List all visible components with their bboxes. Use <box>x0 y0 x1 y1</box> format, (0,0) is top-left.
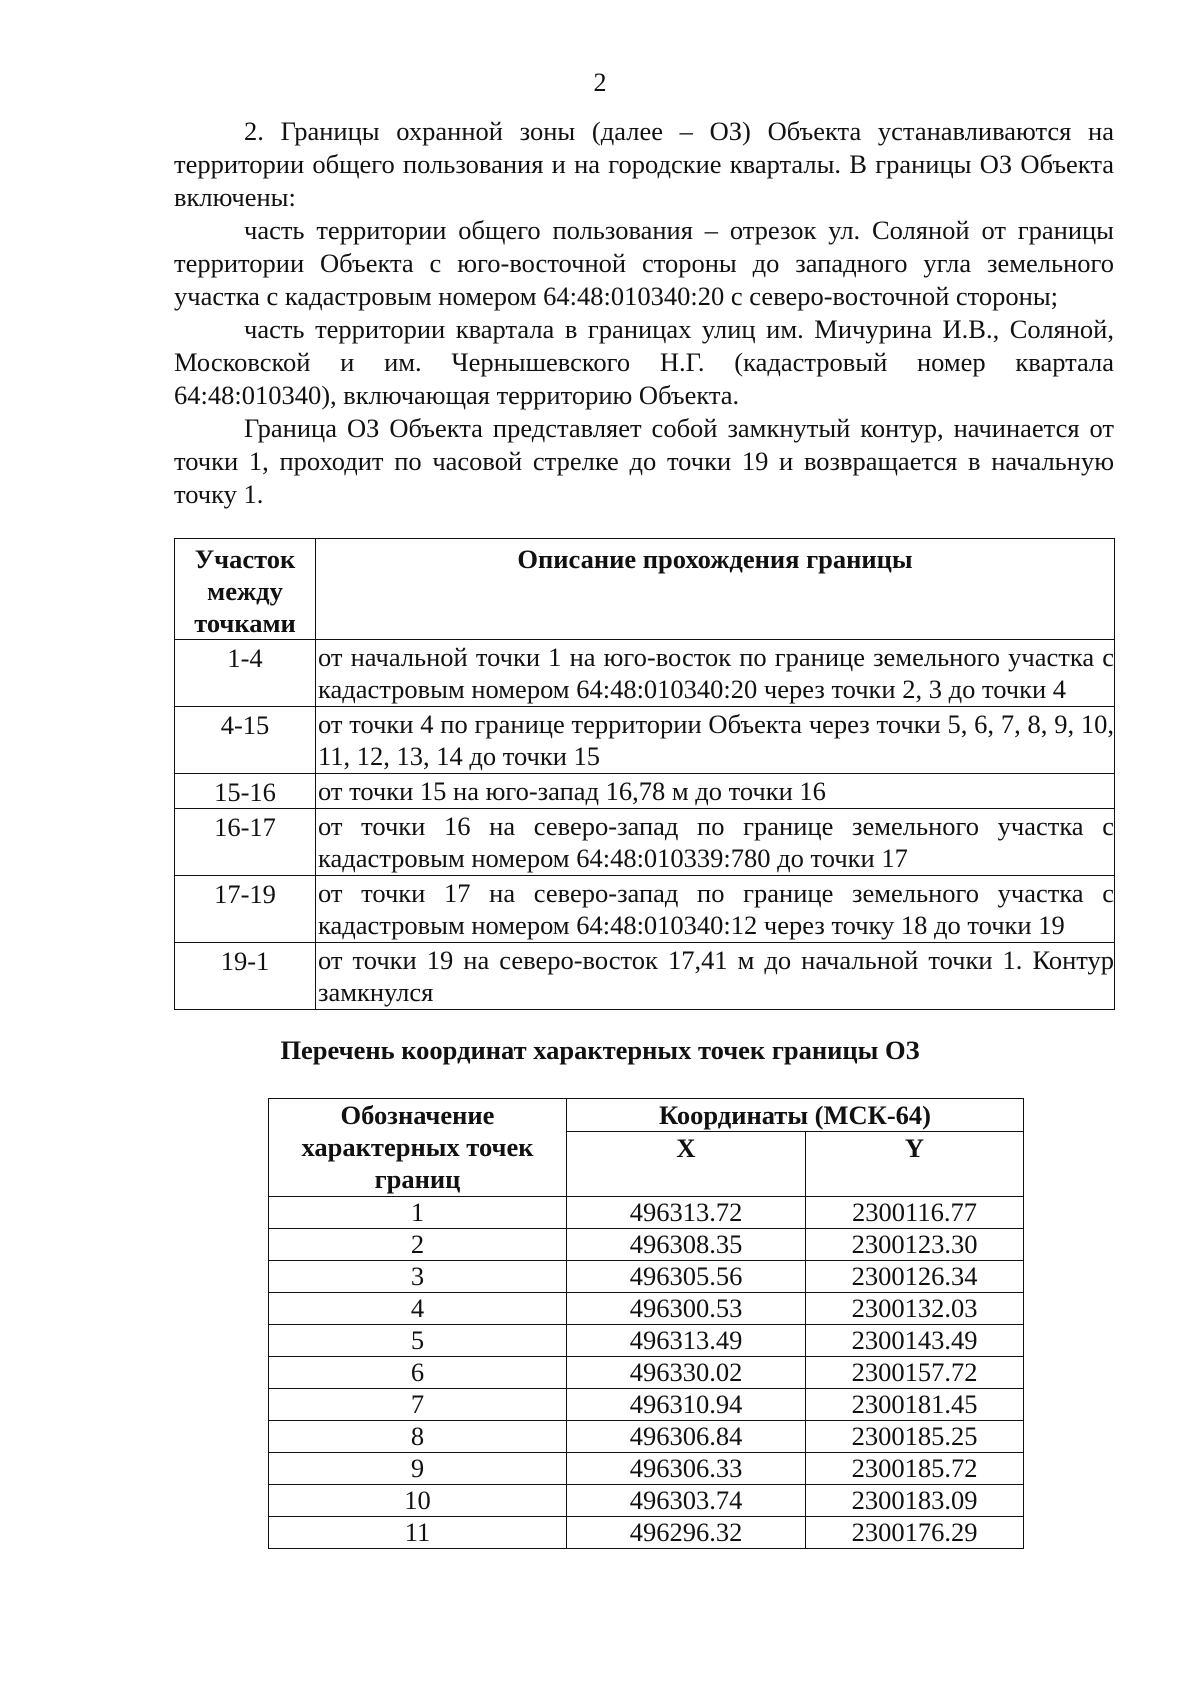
paragraph: часть территории общего пользования – отрезок ул. Соляной от границы территории Объекта с юго-восточной стороны до западного угла земельного участка с кадастровым номером 64:48:010340:20 с северо-восточной стороны; <box>174 215 1114 311</box>
header-y: Y <box>806 1132 1024 1197</box>
header-x: X <box>567 1132 806 1197</box>
y-cell: 2300143.49 <box>806 1325 1024 1357</box>
table-row <box>269 1421 1024 1453</box>
table-header-row <box>269 1099 1024 1132</box>
table-row <box>175 876 1115 943</box>
y-cell: 2300176.29 <box>806 1517 1024 1549</box>
table-row <box>269 1325 1024 1357</box>
description-cell: от точки 16 на северо-запад по границе земельного участка с кадастровым номером 64:48:010339:780 до точки 17 <box>316 809 1115 876</box>
y-cell: 2300132.03 <box>806 1293 1024 1325</box>
table-row <box>269 1293 1024 1325</box>
table-row <box>175 707 1115 774</box>
description-cell: от точки 4 по границе территории Объекта через точки 5, 6, 7, 8, 9, 10, 11, 12, 13, 14 до точки 15 <box>316 707 1115 774</box>
y-cell: 2300116.77 <box>806 1197 1024 1229</box>
table-header-row <box>175 539 1115 640</box>
table-row <box>175 809 1115 876</box>
table-row <box>269 1517 1024 1549</box>
description-cell: от начальной точки 1 на юго-восток по границе земельного участка с кадастровым номером 64:48:010340:20 через точки 2, 3 до точки 4 <box>316 640 1115 707</box>
point-cell: 8 <box>269 1421 567 1453</box>
table-row <box>269 1197 1024 1229</box>
x-cell: 496303.74 <box>567 1485 806 1517</box>
paragraph: часть территории квартала в границах улиц им. Мичурина И.В., Соляной, Московской и им. Чернышевского Н.Г. (кадастровый номер квартала 64:48:010340), включающая территорию Объекта. <box>174 314 1114 410</box>
x-cell: 496308.35 <box>567 1229 806 1261</box>
segment-cell: 16-17 <box>175 809 316 876</box>
x-cell: 496330.02 <box>567 1357 806 1389</box>
header-point: Обозначение характерных точек границ <box>269 1099 567 1197</box>
x-cell: 496306.84 <box>567 1421 806 1453</box>
point-cell: 7 <box>269 1389 567 1421</box>
segment-cell: 19-1 <box>175 943 316 1010</box>
x-cell: 496306.33 <box>567 1453 806 1485</box>
header-coordinates: Координаты (МСК-64) <box>567 1099 1024 1132</box>
y-cell: 2300185.25 <box>806 1421 1024 1453</box>
paragraph: Граница ОЗ Объекта представляет собой замкнутый контур, начинается от точки 1, проходит по часовой стрелке до точки 19 и возвращается в начальную точку 1. <box>174 413 1114 509</box>
table-row <box>175 774 1115 809</box>
segment-cell: 15-16 <box>175 774 316 809</box>
segment-cell: 4-15 <box>175 707 316 774</box>
x-cell: 496313.72 <box>567 1197 806 1229</box>
point-cell: 4 <box>269 1293 567 1325</box>
table-row <box>175 640 1115 707</box>
x-cell: 496310.94 <box>567 1389 806 1421</box>
point-cell: 1 <box>269 1197 567 1229</box>
segment-cell: 1-4 <box>175 640 316 707</box>
table-row <box>269 1261 1024 1293</box>
table-row <box>269 1485 1024 1517</box>
coordinates-title: Перечень координат характерных точек границы ОЗ <box>280 1035 920 1065</box>
point-cell: 6 <box>269 1357 567 1389</box>
x-cell: 496313.49 <box>567 1325 806 1357</box>
y-cell: 2300183.09 <box>806 1485 1024 1517</box>
description-cell: от точки 17 на северо-запад по границе земельного участка с кадастровым номером 64:48:010340:12 через точку 18 до точки 19 <box>316 876 1115 943</box>
y-cell: 2300157.72 <box>806 1357 1024 1389</box>
point-cell: 5 <box>269 1325 567 1357</box>
point-cell: 2 <box>269 1229 567 1261</box>
point-cell: 9 <box>269 1453 567 1485</box>
point-cell: 3 <box>269 1261 567 1293</box>
header-segment: Участок между точками <box>175 539 316 640</box>
coordinates-table <box>268 1098 1024 1549</box>
table-row <box>269 1357 1024 1389</box>
y-cell: 2300126.34 <box>806 1261 1024 1293</box>
y-cell: 2300123.30 <box>806 1229 1024 1261</box>
body-text <box>174 115 1114 511</box>
table-row <box>175 943 1115 1010</box>
x-cell: 496305.56 <box>567 1261 806 1293</box>
segment-cell: 17-19 <box>175 876 316 943</box>
description-cell: от точки 19 на северо-восток 17,41 м до начальной точки 1. Контур замкнулся <box>316 943 1115 1010</box>
page-number: 2 <box>593 68 607 97</box>
table-row <box>269 1453 1024 1485</box>
description-cell: от точки 15 на юго-запад 16,78 м до точки 16 <box>316 774 1115 809</box>
y-cell: 2300181.45 <box>806 1389 1024 1421</box>
point-cell: 11 <box>269 1517 567 1549</box>
header-description: Описание прохождения границы <box>316 539 1115 640</box>
x-cell: 496300.53 <box>567 1293 806 1325</box>
paragraph: 2. Границы охранной зоны (далее – ОЗ) Объекта устанавливаются на территории общего пользования и на городские кварталы. В границы ОЗ Объекта включены: <box>174 116 1114 212</box>
x-cell: 496296.32 <box>567 1517 806 1549</box>
y-cell: 2300185.72 <box>806 1453 1024 1485</box>
boundary-description-table <box>174 538 1115 1010</box>
table-row <box>269 1389 1024 1421</box>
table-row <box>269 1229 1024 1261</box>
point-cell: 10 <box>269 1485 567 1517</box>
